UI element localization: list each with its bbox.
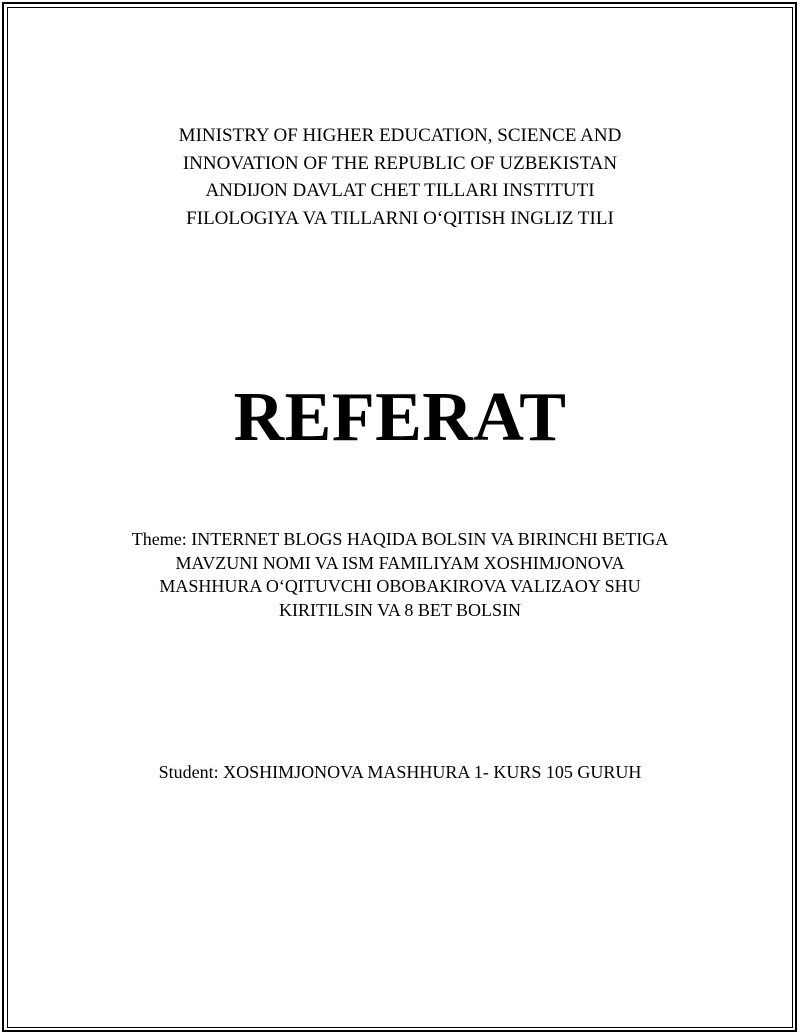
header-line-institute: ANDIJON DAVLAT CHET TILLARI INSTITUTI: [205, 180, 595, 201]
institution-header: [0, 122, 800, 232]
theme-line-3: MASHHURA O‘QITUVCHI OBOBAKIROVA VALIZAOY SHU: [159, 576, 641, 596]
theme-line-2: MAVZUNI NOMI VA ISM FAMILIYAM XOSHIMJONOVA: [175, 552, 625, 573]
theme-block: [0, 528, 800, 622]
header-line-republic: INNOVATION OF THE REPUBLIC OF UZBEKISTAN: [182, 152, 618, 174]
theme-line-1: Theme: INTERNET BLOGS HAQIDA BOLSIN VA BIRINCHI BETIGA: [131, 529, 669, 549]
theme-line-4: KIRITILSIN VA 8 BET BOLSIN: [278, 599, 521, 620]
document-title: REFERAT: [233, 379, 567, 456]
student-line: Student: XOSHIMJONOVA MASHHURA 1- KURS 105 GURUH: [158, 762, 642, 782]
header-line-ministry: MINISTRY OF HIGHER EDUCATION, SCIENCE AND: [178, 125, 622, 146]
header-line-faculty: FILOLOGIYA VA TILLARNI O‘QITISH INGLIZ TILI: [186, 207, 614, 229]
